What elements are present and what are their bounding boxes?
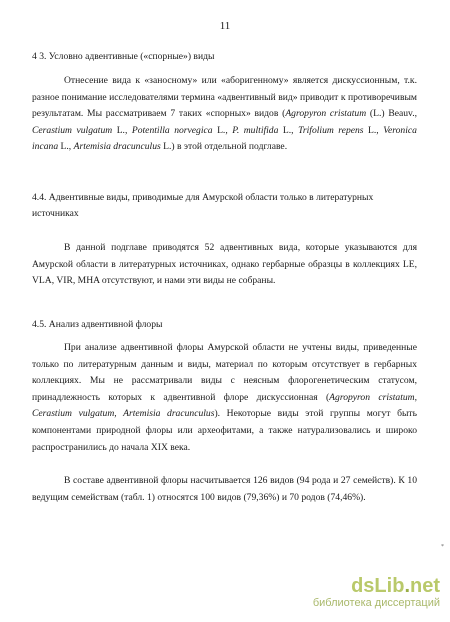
paragraph-4-4: В данной подглаве приводятся 52 адвентивных вида, которые указываются для Амурской области в литературных источниках, однако гербарные образцы в коллекциях LE, VLA, VIR, MHA отсутствуют, и нами эти виды не собраны.	[32, 242, 417, 287]
paragraph-4-5-a: При анализе адвентивной флоры Амурской области не учтены виды, приведенные только по литературным данным и виды, материал по которым отсутствует в гербарных коллекциях. Мы не рассматривали виды с неясным флорогенетическим статусом, принадлежность которых к адвентивной флоре дискуссионная (Agropyron cristatum, Cerastium vulgatum, Artemisia dracunculus). Некоторые виды этой группы могут быть компонентами природной флоры или археофитами, а также натурализовались и широко распространились до начала XIX века.	[32, 342, 417, 453]
watermark-logo	[290, 575, 440, 597]
paragraph-4-5-b: В составе адвентивной флоры насчитывается 126 видов (94 рода и 27 семейств). К 10 ведущим семействам (табл. 1) относятся 100 видов (79,36%) и 70 родов (74,46%).	[32, 475, 417, 503]
watermark-logo-main: dsLib	[351, 575, 405, 597]
watermark-logo-tld: net	[410, 575, 440, 597]
page-number: 11	[219, 20, 231, 32]
section-heading-4-3: 4 3. Условно адвентивные («спорные») виды	[32, 51, 215, 62]
watermark-logo-dot: .	[404, 575, 410, 597]
paragraph-4-3: Отнесение вида к «заносному» или «аборигенному» является дискуссионным, т.к. разное понимание исследователями термина «адвентивный вид» приводит к противоречивым результатам. Мы рассматриваем 7 таких «спорных» видов (Agropyron cristatum (L.) Beauv., Cerastium vulgatum L., Potentilla norvegica L., P. multifida L., Trifolium repens L., Veronica incana L., Artemisia dracunculus L.) в этой отдельной подглаве.	[32, 75, 417, 153]
dslib-watermark[interactable]	[290, 575, 440, 610]
section-heading-4-5: 4.5. Анализ адвентивной флоры	[32, 319, 163, 330]
margin-mark: *	[441, 544, 444, 550]
section-heading-4-4: 4.4. Адвентивные виды, приводимые для Амурской области только в литературных источниках	[32, 192, 374, 219]
watermark-subtitle: библиотека диссертаций	[312, 597, 440, 609]
